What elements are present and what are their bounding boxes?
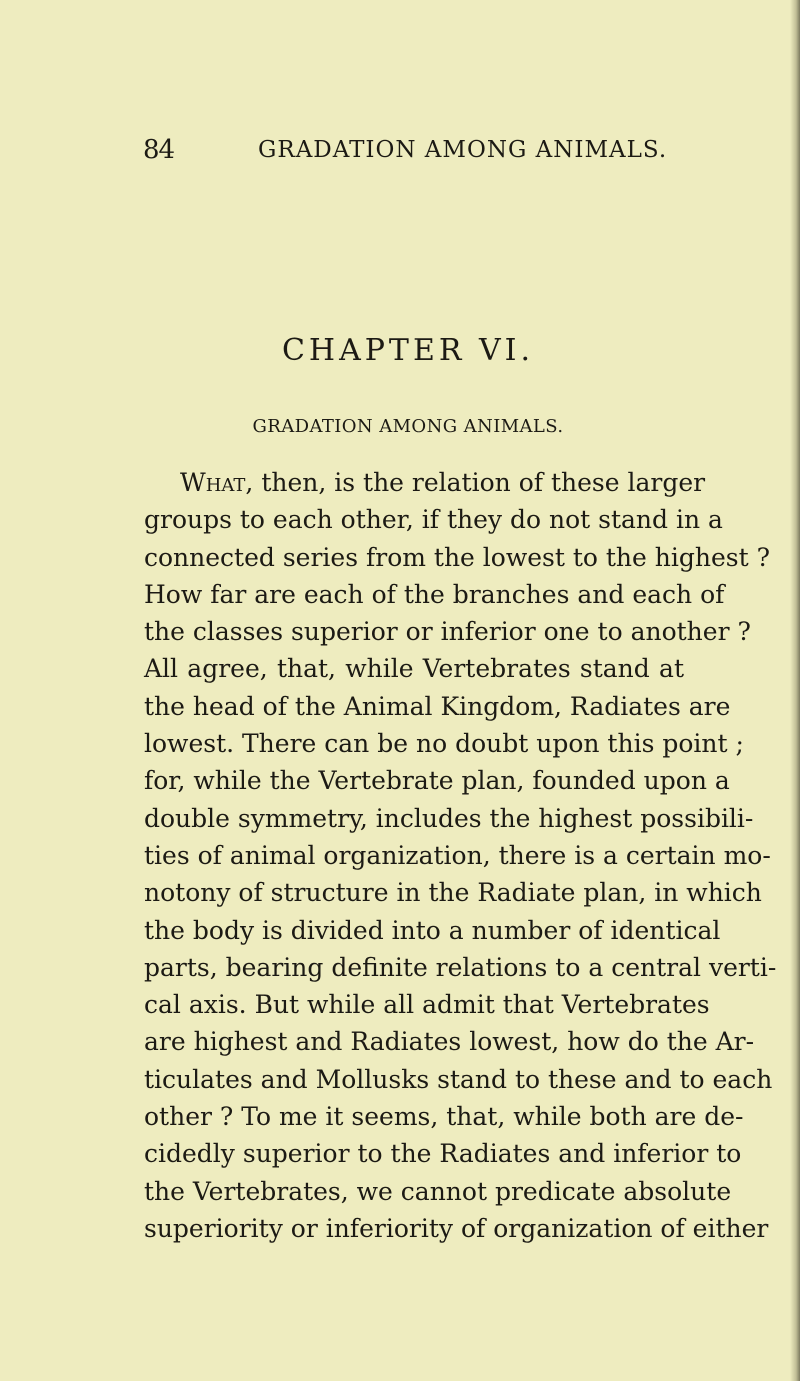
text-line: ties of animal organization, there is a certain mo- [144, 840, 771, 870]
page-number: 84 [143, 135, 175, 165]
chapter-subtitle: GRADATION AMONG ANIMALS. [252, 416, 564, 437]
running-title: GRADATION AMONG ANIMALS. [258, 137, 668, 163]
text-line-content: , then, is the relation of these larger [245, 468, 706, 497]
text-line: connected series from the lowest to the highest ? [144, 542, 771, 572]
text-line: parts, bearing definite relations to a central verti- [144, 952, 777, 982]
text-line: double symmetry, includes the highest possibili- [144, 803, 754, 833]
text-line: the head of the Animal Kingdom, Radiates are [144, 691, 731, 721]
text-line: the classes superior or inferior one to another ? [144, 617, 751, 647]
text-line: superiority or inferiority of organization of either [144, 1213, 769, 1243]
text-line: All agree, that, while Vertebrates stand at [144, 654, 684, 684]
text-line [144, 464, 706, 501]
text-line: other ? To me it seems, that, while both are de- [144, 1102, 744, 1132]
text-line: How far are each of the branches and each of [144, 579, 725, 609]
text-line: notony of structure in the Radiate plan, in which [144, 878, 762, 908]
text-line: the body is divided into a number of identical [144, 915, 721, 945]
text-line: for, while the Vertebrate plan, founded upon a [144, 766, 730, 796]
opening-word: What [180, 468, 246, 497]
text-line: groups to each other, if they do not stand in a [144, 505, 723, 535]
text-line: the Vertebrates, we cannot predicate absolute [144, 1176, 732, 1206]
text-line: lowest. There can be no doubt upon this point ; [144, 729, 744, 759]
page-edge-shadow [790, 0, 800, 1381]
text-line: cidedly superior to the Radiates and inferior to [144, 1139, 742, 1169]
text-line: cal axis. But while all admit that Vertebrates [144, 990, 710, 1020]
body-paragraph [144, 464, 777, 1247]
chapter-title: CHAPTER VI. [281, 333, 535, 368]
text-line: ticulates and Mollusks stand to these and to each [144, 1064, 773, 1094]
text-line: are highest and Radiates lowest, how do the Ar- [144, 1027, 755, 1057]
